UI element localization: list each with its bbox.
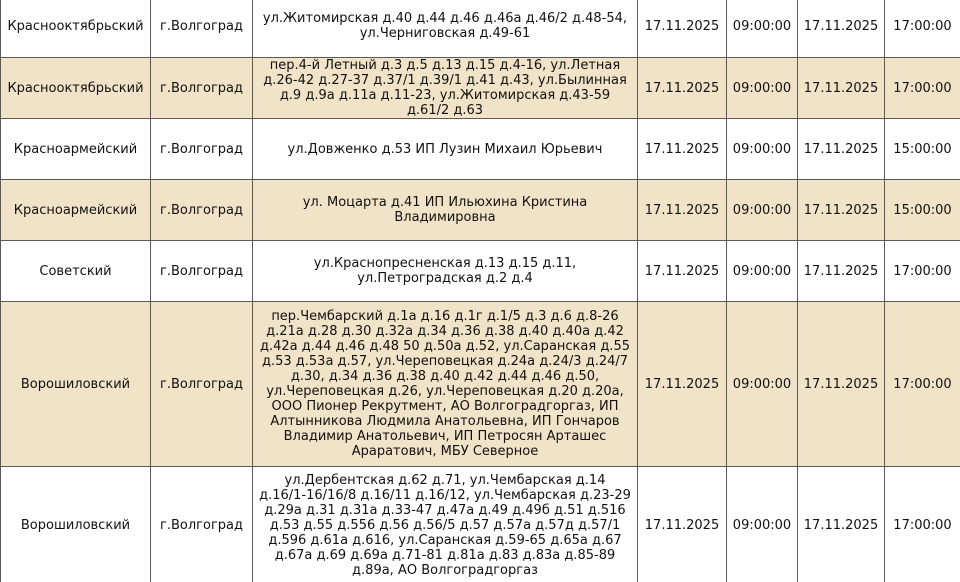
end-time-cell: 17:00:00 (885, 302, 960, 467)
end-time-cell: 15:00:00 (885, 119, 960, 180)
start-time-cell: 09:00:00 (727, 119, 798, 180)
address-cell: пер.Чембарский д.1а д.16 д.1г д.1/5 д.3 д.6 д.8-26 д.21а д.28 д.30 д.32а д.34 д.36 д.38 д.40 д.40а д.42 д.42а д.44 д.46 д.48 50 д.50а д.52, ул.Саранская д.55 д.53 д.53а д.57, ул.Череповецкая д.24а д.24/3 д.24/7 д.30, д.34 д.36 д.38 д.40 д.42 д.44 д.46 д.50, ул.Череповецкая д.26, ул.Череповецкая д.20 д.20а, ООО Пионер Рекрутмент, АО Волгоградгоргаз, ИП Алтынникова Людмила Анатольевна, ИП Гончаров Владимир Анатольевич, ИП Петросян Арташес Араратович, МБУ Северное (253, 302, 638, 467)
table-row (1, 180, 960, 241)
end-date-cell: 17.11.2025 (798, 302, 885, 467)
district-cell: Советский (1, 241, 151, 302)
end-time-cell: 17:00:00 (885, 241, 960, 302)
start-date-cell: 17.11.2025 (638, 302, 727, 467)
end-date-cell: 17.11.2025 (798, 58, 885, 119)
start-time-cell: 09:00:00 (727, 241, 798, 302)
start-date-cell: 17.11.2025 (638, 119, 727, 180)
start-time-cell: 09:00:00 (727, 302, 798, 467)
start-time-cell: 09:00:00 (727, 467, 798, 582)
address-cell: ул.Дербентская д.62 д.71, ул.Чембарская д.14 д.16/1-16/16/8 д.16/11 д.16/12, ул.Чембарская д.23-29 д.29а д.31 д.31а д.33-47 д.47а д.49 д.49б д.51 д.516 д.53 д.55 д.556 д.56 д.56/5 д.57 д.57а д.57д д.57/1 д.596 д.61а д.616, ул.Саранская д.59-65 д.65а д.67 д.67а д.69 д.69а д.71-81 д.81а д.83 д.83а д.85-89 д.89а, АО Волгоградгоргаз (253, 467, 638, 582)
table-row (1, 119, 960, 180)
city-cell: г.Волгоград (151, 241, 253, 302)
end-date-cell: 17.11.2025 (798, 0, 885, 58)
address-cell: ул.Краснопресненская д.13 д.15 д.11, ул.Петроградская д.2 д.4 (253, 241, 638, 302)
table-row (1, 467, 960, 582)
end-time-cell: 17:00:00 (885, 58, 960, 119)
start-date-cell: 17.11.2025 (638, 0, 727, 58)
district-cell: Краснооктябрьский (1, 0, 151, 58)
city-cell: г.Волгоград (151, 467, 253, 582)
start-time-cell: 09:00:00 (727, 0, 798, 58)
district-cell: Красноармейский (1, 119, 151, 180)
start-date-cell: 17.11.2025 (638, 241, 727, 302)
end-date-cell: 17.11.2025 (798, 241, 885, 302)
start-time-cell: 09:00:00 (727, 58, 798, 119)
end-date-cell: 17.11.2025 (798, 180, 885, 241)
table-row (1, 0, 960, 58)
city-cell: г.Волгоград (151, 302, 253, 467)
address-cell: пер.4-й Летный д.3 д.5 д.13 д.15 д.4-16, ул.Летная д.26-42 д.27-37 д.37/1 д.39/1 д.41 д.43, ул.Былинная д.9 д.9а д.11а д.11-23, ул.Житомирская д.43-59 д.61/2 д.63 (253, 58, 638, 119)
end-time-cell: 17:00:00 (885, 0, 960, 58)
start-time-cell: 09:00:00 (727, 180, 798, 241)
district-cell: Ворошиловский (1, 467, 151, 582)
end-time-cell: 17:00:00 (885, 467, 960, 582)
end-date-cell: 17.11.2025 (798, 119, 885, 180)
table-row (1, 241, 960, 302)
table-row (1, 302, 960, 467)
address-cell: ул.Житомирская д.40 д.44 д.46 д.46а д.46/2 д.48-54, ул.Черниговская д.49-61 (253, 0, 638, 58)
district-cell: Красноармейский (1, 180, 151, 241)
district-cell: Краснооктябрьский (1, 58, 151, 119)
district-cell: Ворошиловский (1, 302, 151, 467)
city-cell: г.Волгоград (151, 180, 253, 241)
address-cell: ул. Моцарта д.41 ИП Ильюхина Кристина Владимировна (253, 180, 638, 241)
city-cell: г.Волгоград (151, 119, 253, 180)
city-cell: г.Волгоград (151, 58, 253, 119)
start-date-cell: 17.11.2025 (638, 467, 727, 582)
end-time-cell: 15:00:00 (885, 180, 960, 241)
table-row (1, 58, 960, 119)
start-date-cell: 17.11.2025 (638, 58, 727, 119)
city-cell: г.Волгоград (151, 0, 253, 58)
address-cell: ул.Довженко д.53 ИП Лузин Михаил Юрьевич (253, 119, 638, 180)
end-date-cell: 17.11.2025 (798, 467, 885, 582)
start-date-cell: 17.11.2025 (638, 180, 727, 241)
